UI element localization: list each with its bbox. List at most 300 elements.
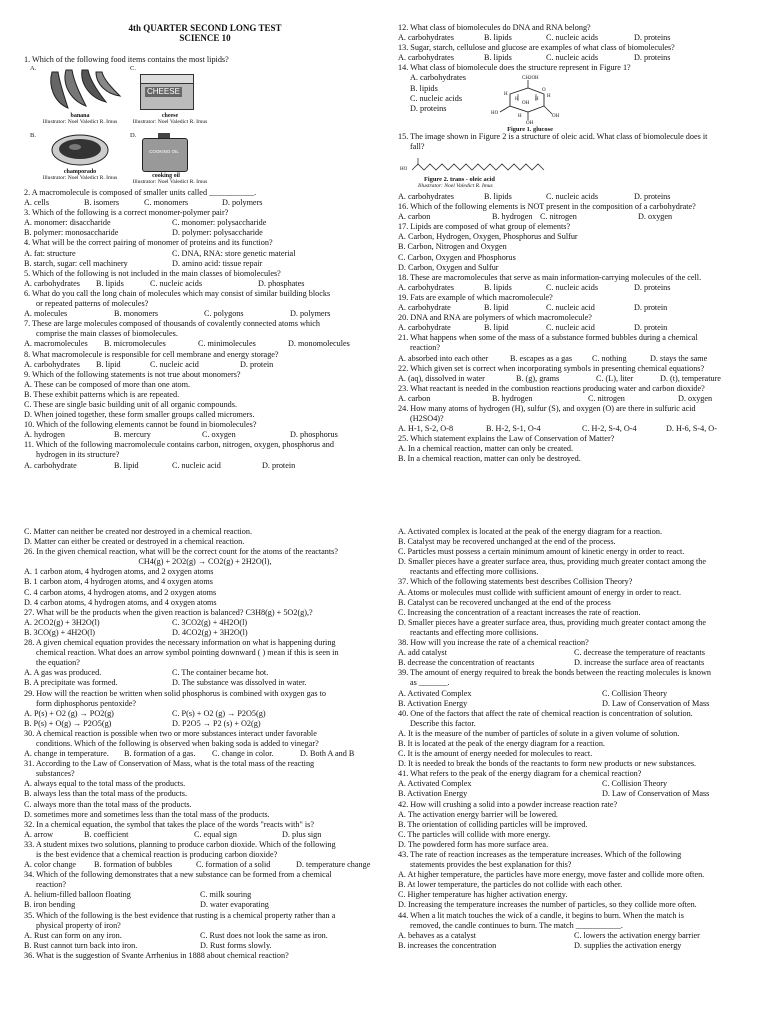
answer-choice: B. Rust cannot turn back into iron. <box>24 940 138 950</box>
option-letter: B. <box>30 132 36 139</box>
answer-choice: C. polygons <box>204 309 244 319</box>
answer-choice: A. carbohydrate <box>398 303 451 313</box>
q1-option-a <box>30 64 130 126</box>
question-line: 7. These are large molecules composed of thousands of covalently connected atoms which <box>24 319 320 329</box>
option-row <box>24 678 386 688</box>
q1-option-b <box>30 131 130 185</box>
question-line: D. Matter can either be created or destroyed in a chemical reaction. <box>24 537 245 547</box>
option-row <box>24 218 386 228</box>
answer-choice: C. nucleic acids <box>546 33 599 43</box>
answer-choice: C. equal sign <box>194 829 237 839</box>
question-line: A. The activation energy barrier will be lowered. <box>398 809 558 819</box>
answer-choice: D. Rust forms slowly. <box>200 940 272 950</box>
answer-choice: D. monomolecules <box>288 339 350 349</box>
question-line: or repeated patterns of molecules? <box>36 299 149 309</box>
question-line: 42. How will crushing a solid into a powder increase reaction rate? <box>398 799 618 809</box>
question-line: (H2SO4)? <box>410 414 444 424</box>
answer-choice: C. nucleic acids <box>546 282 599 292</box>
question-line: comprise the main classes of biomolecules. <box>36 329 178 339</box>
answer-choice: C. Collision Theory <box>602 779 668 789</box>
option-row <box>24 830 386 840</box>
question-line: B. The orientation of colliding particles will be improved. <box>398 819 588 829</box>
question-line: reaction? <box>36 880 66 890</box>
answer-choice: B. lipids <box>484 33 512 43</box>
banana-credit: Illustrator: Noel Valedict R. Imus <box>42 119 118 125</box>
answer-choice: B. (g), grams <box>516 373 560 383</box>
question-line: 41. What refers to the peak of the energy diagram for a chemical reaction? <box>398 769 642 779</box>
atom-h: H <box>515 97 519 102</box>
question-line: 38. How will you increase the rate of a chemical reaction? <box>398 638 589 648</box>
answer-choice: A. P(s) + O2 (g) → PO2(g) <box>24 708 114 718</box>
question-line: 36. What is the suggestion of Svante Arrhenius in 1888 about chemical reaction? <box>24 950 289 960</box>
answer-choice: B. lipid <box>484 323 509 333</box>
answer-choice: A. macromolecules <box>24 339 88 349</box>
answer-choice: C. nucleic acid <box>546 303 595 313</box>
answer-choice: A. color change <box>24 860 77 870</box>
option-row <box>24 941 386 951</box>
answer-choice: D. protein <box>634 303 668 313</box>
answer-choice: B. starch, sugar: cell machinery <box>24 258 128 268</box>
question-line: 23. What reactant is needed in the combustion reactions producing water and carbon dioxide? <box>398 383 705 393</box>
question-line: A. Atoms or molecules must collide with sufficient amount of energy in order to react. <box>398 587 682 597</box>
answer-choice: B. mercury <box>114 430 151 440</box>
answer-choice: C. 3CO2(g) + 4H2O(l) <box>172 617 248 627</box>
question-line: D. The powdered form has more surface area. <box>398 839 549 849</box>
cooking-oil-credit: Illustrator: Noel Valedict R. Imus <box>132 179 208 185</box>
atom-oh: OH <box>552 114 560 119</box>
option-row <box>398 699 760 709</box>
answer-choice: D. proteins <box>634 282 671 292</box>
answer-choice: D. protein <box>262 460 296 470</box>
question-line: 35. Which of the following is the best evidence that rusting is a chemical property rather than a <box>24 910 336 920</box>
answer-choice: B. lipid <box>484 303 509 313</box>
banana-illustration <box>44 66 124 112</box>
figure-2-oleic-acid <box>400 154 580 192</box>
question-line: A. These can be composed of more than one atom. <box>24 379 191 389</box>
figure-1-glucose <box>488 76 568 134</box>
question-line: chemical reaction. What does an arrow symbol pointing downward ( ) mean if this is seen in <box>36 648 339 658</box>
question-line: D. 4 carbon atoms, 4 hydrogen atoms, and 4 oxygen atoms <box>24 597 217 607</box>
answer-choice: A. cells <box>24 198 50 208</box>
answer-choice: B. lipid <box>96 359 121 369</box>
question-line: B. lipids <box>410 83 438 93</box>
answer-choice: A. carbohydrates <box>398 282 454 292</box>
option-row <box>24 628 386 638</box>
question-line: B. Catalyst can be recovered unchanged at the end of the process <box>398 597 611 607</box>
question-line: 20. DNA and RNA are polymers of which macromolecule? <box>398 313 592 323</box>
answer-choice: D. oxygen <box>638 212 673 222</box>
question-line: C. nucleic acids <box>410 93 463 103</box>
question-line: D. sometimes more and sometimes less than the total mass of the products. <box>24 809 270 819</box>
cooking-oil-illustration <box>142 133 188 171</box>
answer-choice: A. hydrogen <box>24 430 65 440</box>
question-line: removed, the candle continues to burn. The match ___________. <box>410 920 623 930</box>
question-line: 18. These are macromolecules that serve as main information-carrying molecules of the cell. <box>398 272 702 282</box>
answer-choice: B. isomers <box>84 198 120 208</box>
answer-choice: C. nucleic acids <box>150 278 203 288</box>
answer-choice: B. hydrogen <box>492 212 533 222</box>
answer-choice: D. Law of Conservation of Mass <box>602 698 710 708</box>
question-line: reactants and effecting more collisions. <box>410 627 539 637</box>
ho-label: HO <box>400 167 408 172</box>
answer-choice: C. nucleic acid <box>172 460 221 470</box>
answer-choice: D. plus sign <box>282 829 322 839</box>
option-row <box>24 931 386 941</box>
option-row <box>24 618 386 628</box>
option-row <box>398 394 760 404</box>
question-line: 9. Which of the following statements is not true about monomers? <box>24 369 241 379</box>
atom-h: H <box>535 97 539 102</box>
question-line: C. 4 carbon atoms, 4 hydrogen atoms, and 2 oxygen atoms <box>24 587 217 597</box>
question-line: is the best evidence that a chemical reaction is producing carbon dioxide? <box>36 850 278 859</box>
answer-choice: D. protein <box>634 323 668 333</box>
question-line: B. Catalyst may be recovered unchanged at the end of the process. <box>398 537 616 547</box>
answer-choice: D. (t), temperature <box>660 373 721 383</box>
answer-choice: A. fat: structure <box>24 248 76 258</box>
atom-ch2oh: CH2OH <box>522 76 539 81</box>
option-row <box>398 192 760 202</box>
option-row <box>398 779 760 789</box>
option-row <box>24 228 386 238</box>
atom-oh: OH <box>526 121 534 126</box>
question-line: D. Smaller pieces have a greater surface area, thus, providing much greater contact among the <box>398 617 707 627</box>
answer-choice: D. proteins <box>634 33 671 43</box>
answer-choice: A. 2CO2(g) + 3H2O(l) <box>24 617 100 627</box>
answer-choice: B. micromolecules <box>104 339 166 349</box>
question-15 <box>398 132 760 152</box>
option-row <box>398 354 760 364</box>
answer-choice: D. polymers <box>222 198 263 208</box>
question-line: 33. A student mixes two solutions, planning to produce carbon dioxide. Which of the following <box>24 839 336 849</box>
question-line: reaction? <box>410 343 440 353</box>
question-line: 22. Which given set is correct when incorporating symbols in presenting chemical equations? <box>398 363 705 373</box>
option-row <box>398 658 760 668</box>
question-line: C. Carbon, Oxygen and Phosphorus <box>398 252 516 262</box>
questions-36-options-to-44 <box>398 527 760 951</box>
question-line: C. Particles must possess a certain minimum amount of kinetic energy in order to react. <box>398 547 685 557</box>
option-row <box>398 689 760 699</box>
answer-choice: B. 3CO(g) + 4H2O(l) <box>24 627 96 637</box>
answer-choice: D. Law of Conservation of Mass <box>602 789 710 799</box>
champorado-credit: Illustrator: Noel Valedict R. Imus <box>42 175 118 181</box>
question-line: 37. Which of the following statements best describes Collision Theory? <box>398 577 633 587</box>
question-line: 4. What will be the correct pairing of monomer of proteins and its function? <box>24 238 273 248</box>
option-row <box>398 789 760 799</box>
question-line: A. always equal to the total mass of the products. <box>24 779 186 789</box>
answer-choice: D. supplies the activation energy <box>574 940 682 950</box>
answer-choice: A. carbohydrates <box>398 53 454 63</box>
option-row <box>398 374 760 384</box>
question-line: 40. One of the factors that affect the rate of chemical reaction is concentration of solution. <box>398 708 693 718</box>
answer-choice: B. coefficient <box>84 829 129 839</box>
questions-12-to-14 <box>398 23 760 114</box>
question-line: A. 1 carbon atom, 4 hydrogen atoms, and 2 oxygen atoms <box>24 567 214 577</box>
question-line: 14. What class of biomolecule does the structure represent in Figure 1? <box>398 63 631 73</box>
answer-choice: C. H-2, S-4, O-4 <box>582 424 637 434</box>
question-line: 21. What happens when some of the mass of a substance formed bubbles during a chemical <box>398 333 698 343</box>
question-line: 13. Sugar, starch, cellulose and glucose are examples of what class of biomolecules? <box>398 43 675 53</box>
champorado-label: champorado <box>63 169 97 175</box>
answer-choice: C. formation of a solid <box>196 860 271 870</box>
answer-choice: B. lipids <box>484 53 512 63</box>
test-title: 4th QUARTER SECOND LONG TEST <box>128 23 282 33</box>
answer-choice: A. carbohydrates <box>398 192 454 201</box>
question-line: 15. The image shown in Figure 2 is a structure of oleic acid. What class of biomolecule does it <box>398 132 708 141</box>
answer-choice: A. molecules <box>24 309 68 319</box>
question-line: D. Smaller pieces have a greater surface area, thus, providing much greater contact among the <box>398 557 707 567</box>
question-line: B. At lower temperature, the particles do not collide with each other. <box>398 880 623 890</box>
answer-choice: A. carbon <box>398 393 431 403</box>
question-line: C. Increasing the concentration of a reactant increases the rate of reaction. <box>398 607 641 617</box>
question-line: B. Carbon, Nitrogen and Oxygen <box>398 242 507 252</box>
question-line: 32. In a chemical equation, the symbol that takes the place of the words "reacts with" is? <box>24 819 314 829</box>
answer-choice: B. lipids <box>484 192 512 201</box>
option-row <box>24 668 386 678</box>
question-line: 26. In the given chemical reaction, what will be the correct count for the atoms of the reactants? <box>24 547 338 557</box>
option-row <box>24 430 386 440</box>
question-line: D. Increasing the temperature increases the number of particles, so they collide more often. <box>398 900 697 910</box>
answer-choice: B. iron bending <box>24 900 76 910</box>
answer-choice: C. monomer: polysaccharide <box>172 218 267 228</box>
question-line: conditions. Which of the following is observed when baking soda is added to vinegar? <box>36 738 319 748</box>
answer-choice: A. monomer: disaccharide <box>24 218 111 228</box>
atom-ho: HO <box>491 111 499 116</box>
question-line: A. carbohydrates <box>410 73 466 83</box>
option-row <box>24 461 386 471</box>
cheese-credit: Illustrator: Noel Valedict R. Imus <box>132 119 208 125</box>
option-row <box>24 719 386 729</box>
option-row <box>398 648 760 658</box>
option-row <box>24 249 386 259</box>
answer-choice: B. monomers <box>114 309 159 319</box>
answer-choice: A. arrow <box>24 829 54 839</box>
option-row <box>398 941 760 951</box>
question-line: 8. What macromolecule is responsible for cell membrane and energy storage? <box>24 349 279 359</box>
option-row <box>398 212 760 222</box>
question-line: A. Activated complex is located at the peak of the energy diagram for a reaction. <box>398 527 663 536</box>
questions-15-options-to-25 <box>398 192 760 465</box>
question-line: D. When joined together, these form smaller groups called micromers. <box>24 410 255 420</box>
answer-choice: C. nucleic acid <box>150 359 199 369</box>
question-line: 39. The amount of energy required to break the bonds between the reacting molecules is known <box>398 668 712 678</box>
answer-choice: D. temperature change <box>296 860 371 870</box>
answer-choice: D. 4CO2(g) + 3H2O(l) <box>172 627 248 637</box>
question-line: form diphosphorus pentoxide? <box>36 698 137 708</box>
question-line: 12. What class of biomolecules do DNA and RNA belong? <box>398 23 591 32</box>
answer-choice: C. monomers <box>144 198 189 208</box>
answer-choice: C. P(s) + O2 (g) → P2O5(g) <box>172 708 266 718</box>
question-line: D. proteins <box>410 103 447 113</box>
question-line: Describe this factor. <box>410 718 476 728</box>
answer-choice: D. amino acid: tissue repair <box>172 258 263 268</box>
answer-choice: B. polymer: monosaccharide <box>24 228 119 238</box>
answer-choice: A. carbohydrate <box>398 323 451 333</box>
question-line: 44. When a lit match touches the wick of a candle, it begins to burn. When the match is <box>398 910 684 920</box>
question-line: C. The particles will collide with more energy. <box>398 829 551 839</box>
answer-choice: C. nucleic acids <box>546 192 599 201</box>
question-line: B. always less than the total mass of the products. <box>24 789 188 799</box>
answer-choice: B. escapes as a gas <box>510 353 573 363</box>
question-line: hydrogen in its structure? <box>36 450 120 460</box>
answer-choice: A. A gas was produced. <box>24 668 102 678</box>
atom-h: H <box>504 92 508 97</box>
option-row <box>24 279 386 289</box>
answer-choice: D. phosphates <box>258 278 305 288</box>
question-line: 5. Which of the following is not included in the main classes of biomolecules? <box>24 268 281 278</box>
answer-choice: C. decrease the temperature of reactants <box>574 648 705 658</box>
answer-choice: A. (aq), dissolved in water <box>398 373 485 383</box>
option-row <box>24 259 386 269</box>
answer-choice: A. carbon <box>398 212 431 222</box>
cheese-illustration <box>140 74 194 110</box>
answer-choice: C. lowers the activation energy barrier <box>574 930 700 940</box>
option-letter: A. <box>30 65 37 72</box>
question-line: A. It is the measure of the number of particles of solute in a given volume of solution. <box>398 728 680 738</box>
question-line: 27. What will be the products when the given reaction is balanced? C3H8(g) + 5O2(g),? <box>24 607 313 617</box>
figure-2-caption: Figure 2. trans - oleic acid <box>424 176 495 183</box>
atom-oh: OH <box>522 101 530 106</box>
question-line: C. These are single basic building unit of all organic compounds. <box>24 399 237 409</box>
atom-h: H <box>547 94 551 99</box>
answer-choice: D. oxygen <box>678 393 713 403</box>
question-line: C. Higher temperature has higher activation energy. <box>398 890 568 900</box>
option-row <box>24 360 386 370</box>
option-row <box>24 198 386 208</box>
question-line: 43. The rate of reaction increases as the temperature increases. Which of the following <box>398 850 682 859</box>
question-line: A. At higher temperature, the particles have more energy, move faster and collide more often. <box>398 870 705 880</box>
answer-choice: C. milk souring <box>200 890 252 900</box>
answer-choice: A. Rust can form on any iron. <box>24 930 122 940</box>
answer-choice: D. Both A and B <box>300 749 355 759</box>
cheese-label: cheese <box>161 113 179 119</box>
question-line: B. These exhibit patterns which is are repeated. <box>24 389 180 399</box>
question-line: A. In a chemical reaction, matter can only be created. <box>398 444 574 454</box>
option-row <box>24 309 386 319</box>
answer-choice: A. carbohydrates <box>24 359 80 369</box>
question-line: A. Carbon, Hydrogen, Oxygen, Phosphorus and Sulfur <box>398 232 578 242</box>
option-row <box>398 33 760 43</box>
figure-1-caption: Figure 1. glucose <box>507 126 553 133</box>
answer-choice: A. Activated Complex <box>398 779 472 789</box>
answer-choice: D. P2O5 → P2 (s) + O2(g) <box>172 718 261 728</box>
question-line: substances? <box>36 769 75 779</box>
questions-25-to-36 <box>24 527 386 961</box>
question-line: 29. How will the reaction be written when solid phosphorus is combined with oxygen gas to <box>24 688 326 698</box>
answer-choice: B. formation of a gas. <box>124 749 196 759</box>
option-row <box>24 709 386 719</box>
answer-choice: A. helium-filled balloon floating <box>24 890 131 900</box>
question-1-stem: 1. Which of the following food items contains the most lipids? <box>24 55 229 64</box>
answer-choice: B. P(s) + O(g) → P2O5(g) <box>24 718 112 728</box>
test-subject: SCIENCE 10 <box>179 33 231 43</box>
question-line: B. In a chemical reaction, matter can only be destroyed. <box>398 454 581 464</box>
answer-choice: C. minimolecules <box>198 339 256 349</box>
answer-choice: A. Activated Complex <box>398 688 472 698</box>
question-line: C. It is the amount of energy needed for molecules to react. <box>398 749 593 759</box>
answer-choice: C. The container became hot. <box>172 668 269 678</box>
answer-choice: B. lipid <box>114 460 139 470</box>
question-line: the equation? <box>36 658 80 668</box>
answer-choice: A. add catalyst <box>398 648 447 658</box>
answer-choice: C. Collision Theory <box>602 688 668 698</box>
cheese-pack-label: CHEESE <box>147 87 180 96</box>
option-row <box>398 931 760 941</box>
question-line: statements provides the best explanation for this? <box>410 860 572 870</box>
banana-label: banana <box>70 113 90 119</box>
question-line: 30. A chemical reaction is possible when two or more substances interact under favorable <box>24 728 317 738</box>
q1-option-d <box>130 131 220 187</box>
answer-choice: D. proteins <box>634 192 671 201</box>
question-line: 10. Which of the following elements cannot be found in biomolecules? <box>24 420 257 430</box>
answer-choice: B. A precipitate was formed. <box>24 678 118 688</box>
answer-choice: A. behaves as a catalyst <box>398 930 476 940</box>
option-row <box>398 283 760 293</box>
answer-choice: D. proteins <box>634 53 671 63</box>
question-line: 31. According to the Law of Conservation of Mass, what is the total mass of the reacting <box>24 759 315 769</box>
question-line: 16. Which of the following elements is NOT present in the composition of a carbohydrate? <box>398 202 696 212</box>
answer-choice: C. nitrogen <box>540 212 577 222</box>
atom-h: H <box>518 114 522 119</box>
atom-o: O <box>542 88 546 93</box>
question-line: 24. How many atoms of hydrogen (H), sulfur (S), and oxygen (O) are there in sulfuric acid <box>398 403 696 413</box>
answer-choice: A. H-1, S-2, O-8 <box>398 424 454 434</box>
question-line: fall? <box>410 142 425 152</box>
answer-choice: B. lipids <box>484 282 512 292</box>
answer-choice: D. The substance was dissolved in water. <box>172 678 307 688</box>
champorado-illustration <box>50 133 110 167</box>
option-letter: C. <box>130 65 136 72</box>
answer-choice: C. DNA, RNA: store genetic material <box>172 248 296 258</box>
question-line: 11. Which of the following macromolecule contains carbon, nitrogen, oxygen, phosphorus and <box>24 440 334 450</box>
answer-choice: D. polymers <box>290 309 331 319</box>
answer-choice: A. carbohydrates <box>398 33 454 43</box>
option-row <box>398 323 760 333</box>
answer-choice: A. carbohydrate <box>24 460 77 470</box>
answer-choice: C. nucleic acids <box>546 53 599 63</box>
answer-choice: D. water evaporating <box>200 900 269 910</box>
question-line: physical property of iron? <box>36 920 121 930</box>
answer-choice: D. phosphorus <box>290 430 338 440</box>
question-line: 2. A macromolecule is composed of smaller units called ___________. <box>24 188 257 197</box>
answer-choice: B. increases the concentration <box>398 940 497 950</box>
questions-2-to-11 <box>24 188 386 471</box>
answer-choice: C. nothing <box>592 353 627 363</box>
answer-choice: C. (L), liter <box>596 373 634 383</box>
answer-choice: A. change in temperature. <box>24 749 109 759</box>
option-row <box>24 900 386 910</box>
answer-choice: C. Rust does not look the same as iron. <box>200 930 328 940</box>
answer-choice: B. formation of bubbles <box>94 860 173 870</box>
answer-choice: B. Activation Energy <box>398 789 468 799</box>
answer-choice: B. Activation Energy <box>398 698 468 708</box>
option-row <box>24 339 386 349</box>
answer-choice: B. lipids <box>96 278 124 288</box>
oil-pack-label: COOKING OIL <box>149 149 179 154</box>
option-row <box>398 424 760 434</box>
question-line: CH4(g) + 2O2(g) → CO2(g) + 2H2O(l), <box>138 557 272 567</box>
option-row <box>24 749 386 759</box>
question-line: D. Carbon, Oxygen and Sulfur <box>398 262 499 272</box>
answer-choice: D. polymer: polysaccharide <box>172 228 263 238</box>
question-line: C. always more than the total mass of the products. <box>24 799 192 809</box>
answer-choice: C. nucleic acid <box>546 323 595 333</box>
answer-choice: D. H-6, S-4, O- <box>666 424 717 434</box>
question-line: 19. Fats are example of which macromolecule? <box>398 292 553 302</box>
q1-option-c <box>130 64 210 126</box>
question-line: 3. Which of the following is a correct monomer-polymer pair? <box>24 208 229 218</box>
answer-choice: D. protein <box>240 359 274 369</box>
question-line: 6. What do you call the long chain of molecules which may consist of similar building blocks <box>24 288 331 298</box>
